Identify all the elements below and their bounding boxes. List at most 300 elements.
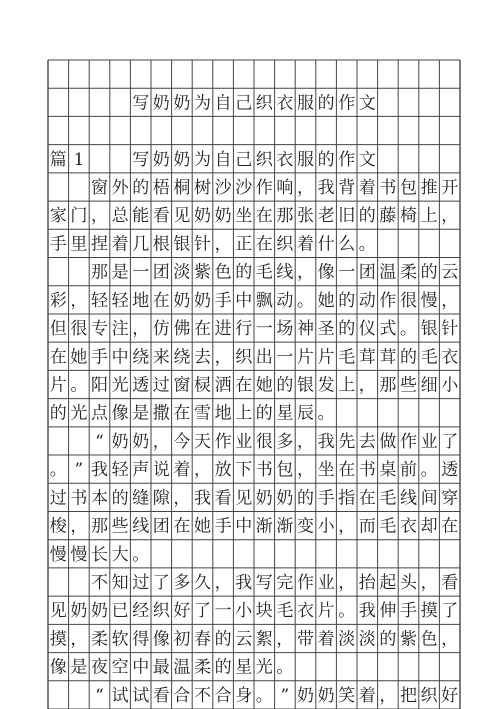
grid-cell-character: 洒	[214, 375, 232, 396]
grid-cell-character: 最	[152, 657, 170, 678]
grid-cell-character: 那	[276, 206, 294, 227]
grid-cell-character: 我	[317, 431, 335, 452]
grid-cell-character: 柔	[194, 657, 211, 678]
grid-cell-character: 一	[132, 262, 150, 283]
grid-cell-character: 包	[400, 177, 417, 198]
grid-cell-character: 抬	[358, 573, 376, 594]
grid-cell-character: 梭	[49, 516, 67, 537]
grid-cell-character: 着	[358, 177, 376, 198]
grid-cell-character: 中	[132, 657, 150, 678]
grid-cell-character: 但	[49, 319, 67, 340]
grid-cell-character: 几	[132, 234, 150, 255]
grid-cell-character: 背	[338, 177, 356, 198]
grid-cell-character: 旧	[338, 206, 356, 227]
grid-cell-character: 着	[317, 629, 335, 650]
grid-cell-character: 淡	[338, 629, 356, 650]
grid-cell-character: 像	[152, 629, 170, 650]
grid-cell-character: 光	[255, 657, 273, 678]
grid-cell-character: 的	[400, 347, 417, 368]
grid-cell-character: 缝	[132, 488, 150, 509]
grid-cell-character: 奶	[173, 93, 191, 114]
grid-cell-character: 么	[338, 234, 356, 255]
grid-cell-character: 己	[235, 93, 253, 114]
grid-cell-character: 针	[441, 319, 459, 340]
grid-cell-character: 温	[379, 262, 397, 283]
grid-cell-character: ，	[194, 460, 211, 481]
grid-cell-character: ”	[280, 685, 290, 706]
grid-cell-character: 她	[317, 290, 335, 311]
grid-cell-character: 试	[111, 685, 129, 706]
grid-cell-character: 为	[194, 93, 211, 114]
grid-cell-character: 不	[194, 685, 211, 706]
grid-cell-character: 久	[194, 573, 211, 594]
grid-cell-character: 织	[255, 149, 273, 170]
grid-cell-character: 色	[214, 262, 232, 283]
grid-cell-character: 声	[132, 460, 150, 481]
grid-cell-character: 光	[70, 403, 88, 424]
grid-cell-character: ，	[152, 431, 170, 452]
grid-cell-character: 像	[49, 657, 67, 678]
grid-cell-character: 毛	[420, 347, 438, 368]
grid-cell-character: 的	[214, 629, 232, 650]
grid-cell-character: 作	[297, 573, 314, 594]
grid-cell-character: 在	[173, 516, 191, 537]
grid-cell-character: 云	[441, 262, 459, 283]
grid-cell-character: 柔	[400, 262, 417, 283]
grid-cell-character: 辰	[297, 403, 314, 424]
grid-cell-character: 。	[400, 319, 417, 340]
grid-cell-character: 隙	[152, 488, 170, 509]
grid-cell-character: 块	[255, 601, 273, 622]
grid-cell-character: 得	[132, 629, 150, 650]
grid-cell-character: 作	[338, 93, 356, 114]
grid-cell-character: 我	[317, 177, 335, 198]
grid-cell-character: 奶	[152, 93, 170, 114]
grid-cell-character: 手	[214, 290, 232, 311]
grid-cell-character: 。	[420, 460, 438, 481]
grid-cell-character: 绕	[132, 347, 150, 368]
grid-cell-character: 坐	[317, 460, 335, 481]
grid-cell-character: 圣	[317, 319, 335, 340]
grid-cell-character: 写	[132, 149, 150, 170]
grid-cell-character: 奶	[297, 685, 314, 706]
grid-cell-character: 透	[441, 460, 459, 481]
grid-cell-character: “	[95, 431, 104, 452]
grid-cell-character: 手	[214, 516, 232, 537]
grid-cell-character: 银	[420, 319, 438, 340]
grid-cell-character: 衣	[441, 347, 459, 368]
grid-row	[50, 545, 149, 565]
grid-cell-character: 温	[173, 657, 191, 678]
grid-cell-character: 窗	[173, 375, 191, 396]
grid-cell-character: 线	[400, 488, 417, 509]
grid-cell-character: 小	[317, 516, 335, 537]
grid-cell-character: 小	[441, 375, 459, 396]
grid-cell-character: ，	[91, 206, 108, 227]
grid-cell-character: 看	[152, 685, 170, 706]
grid-cell-character: 上	[420, 206, 438, 227]
grid-cell-character: 知	[111, 573, 129, 594]
grid-cell-character: 自	[214, 149, 232, 170]
grid-cell-character: 渐	[255, 516, 273, 537]
grid-cell-character: 作	[400, 431, 417, 452]
grid-cell-character: 在	[255, 206, 273, 227]
grid-cell-character: 空	[111, 657, 129, 678]
grid-cell-character: 毛	[379, 488, 397, 509]
grid-cell-character: 柔	[91, 629, 108, 650]
grid-cell-character: 为	[194, 149, 211, 170]
grid-cell-character: 自	[214, 93, 232, 114]
grid-cell-character: 。	[297, 290, 314, 311]
grid-cell-character: 上	[235, 403, 253, 424]
grid-cell-character: 的	[255, 403, 273, 424]
grid-cell-character: 很	[70, 319, 88, 340]
grid-cell-character: 那	[91, 262, 108, 283]
grid-cell-character: 文	[358, 149, 376, 170]
grid-cell-character: 的	[111, 488, 129, 509]
grid-cell-character: 桐	[173, 177, 191, 198]
grid-cell-character: 沙	[214, 177, 232, 198]
grid-cell-character: 来	[152, 347, 170, 368]
grid-cell-character: 大	[111, 544, 129, 565]
grid-cell-character: 线	[132, 516, 150, 537]
grid-cell-character: 作	[214, 431, 232, 452]
grid-cell-character: 地	[214, 403, 232, 424]
grid-cell-character: ，	[297, 460, 314, 481]
grid-cell-character: 指	[338, 488, 356, 509]
grid-cell-character: 窗	[91, 177, 108, 198]
grid-cell-character: 手	[91, 347, 108, 368]
grid-cell-character: 她	[255, 375, 273, 396]
grid-cell-character: ，	[297, 177, 314, 198]
grid-cell-character: 奶	[91, 601, 108, 622]
grid-cell-character: 的	[214, 657, 232, 678]
grid-cell-character: 发	[317, 375, 335, 396]
grid-cell-character: 己	[235, 149, 253, 170]
grid-cell-character: 在	[235, 375, 253, 396]
grid-cell-character: 。	[49, 460, 67, 481]
grid-cell-character: 。	[358, 234, 376, 255]
grid-cell-character: 紫	[400, 629, 417, 650]
grid-cell-character: 衣	[297, 601, 314, 622]
grid-cell-character: 专	[91, 319, 108, 340]
grid-cell-character: 说	[152, 460, 170, 481]
grid-cell-character: 服	[297, 93, 314, 114]
grid-cell-character: 笑	[338, 685, 356, 706]
grid-cell-character: 什	[317, 234, 335, 255]
grid-cell-character: 服	[297, 149, 314, 170]
grid-cell-character: 经	[132, 601, 150, 622]
grid-cell-character: 奶	[173, 149, 191, 170]
grid-cell-character: 了	[441, 601, 459, 622]
grid-cell-character: 透	[132, 375, 150, 396]
grid-cell-character: 中	[235, 516, 253, 537]
grid-cell-character: 梧	[152, 177, 170, 198]
grid-cell-character: 门	[70, 206, 88, 227]
grid-cell-character: 线	[276, 262, 294, 283]
grid-cell-character: “	[95, 685, 104, 706]
grid-cell-character: ，	[338, 516, 356, 537]
grid-cell-character: 沙	[235, 177, 253, 198]
grid-cell-character: 奶	[173, 290, 191, 311]
grid-cell-character: 已	[111, 601, 129, 622]
grid-cell-character: 的	[379, 629, 397, 650]
grid-cell-character: 的	[297, 488, 314, 509]
grid-cell-character: 文	[358, 93, 376, 114]
grid-cell-character: 的	[235, 262, 253, 283]
grid-row	[95, 432, 458, 452]
grid-cell-character: 外	[111, 177, 129, 198]
grid-cell-character: 撒	[152, 403, 170, 424]
grid-cell-character: 的	[317, 93, 335, 114]
grid-cell-character: ”	[74, 460, 84, 481]
grid-cell-character: 一	[255, 319, 273, 340]
grid-cell-character: 奶	[132, 431, 150, 452]
grid-cell-character: 很	[400, 290, 417, 311]
grid-cell-character: 。	[317, 403, 335, 424]
grid-cell-character: 仪	[358, 319, 376, 340]
grid-cell-character: 夜	[91, 657, 108, 678]
grid-cell-character: 作	[379, 290, 397, 311]
grid-cell-character: 不	[91, 573, 108, 594]
grid-cell-character: 包	[276, 460, 294, 481]
grid-cell-character: 点	[91, 403, 108, 424]
grid-cell-character: 多	[173, 573, 191, 594]
grid-cell-character: 的	[338, 290, 356, 311]
grid-cell-character: 像	[111, 403, 129, 424]
grid-cell-character: 合	[173, 685, 191, 706]
grid-cell-character: 片	[317, 347, 335, 368]
grid-cell-character: 1	[73, 149, 85, 170]
grid-cell-character: 出	[255, 347, 273, 368]
grid-cell-character: 手	[317, 488, 335, 509]
grid-cell-character: 彩	[49, 290, 67, 311]
grid-cell-character: 却	[420, 516, 438, 537]
grid-cell-character: 棂	[194, 375, 211, 396]
grid-cell-character: 奶	[194, 206, 211, 227]
grid-cell-character: ，	[132, 319, 150, 340]
grid-cell-character: 佛	[173, 319, 191, 340]
grid-cell-character: 飘	[255, 290, 273, 311]
grid-cell-character: 光	[111, 375, 129, 396]
grid-cell-character: 书	[379, 177, 397, 198]
grid-cell-character: 试	[132, 685, 150, 706]
grid-cell-character: 毛	[379, 516, 397, 537]
grid-cell-character: 我	[91, 460, 108, 481]
grid-cell-character: 业	[317, 573, 335, 594]
grid-cell-character: 织	[255, 93, 273, 114]
grid-cell-character: 团	[358, 262, 376, 283]
grid-cell-character: 推	[420, 177, 438, 198]
grid-cell-character: 的	[132, 177, 150, 198]
grid-cell-character: 在	[255, 234, 273, 255]
grid-cell-character: 初	[173, 629, 191, 650]
grid-cell-character: 淡	[358, 629, 376, 650]
grid-cell-character: 看	[214, 488, 232, 509]
grid-cell-character: 上	[338, 375, 356, 396]
grid-cell-character: 毛	[276, 601, 294, 622]
grid-cell-character: 奶	[317, 685, 335, 706]
grid-cell-character: 絮	[255, 629, 273, 650]
grid-cell-character: 神	[297, 319, 314, 340]
grid-cell-character: 了	[194, 601, 211, 622]
grid-cell-character: 在	[49, 347, 67, 368]
grid-cell-character: 见	[173, 206, 191, 227]
grid-cell-character: 阳	[91, 375, 108, 396]
grid-cell-character: ，	[441, 629, 459, 650]
grid-cell-character: 在	[194, 319, 211, 340]
grid-cell-character: 星	[235, 657, 253, 678]
grid-cell-character: 去	[358, 431, 376, 452]
grid-cell-character: 银	[173, 234, 191, 255]
grid-cell-character: 在	[441, 516, 459, 537]
grid-cell-character: 衣	[276, 93, 294, 114]
grid-cell-character: 。	[276, 657, 294, 678]
grid-cell-character: 着	[173, 460, 191, 481]
grid-cell-character: 衣	[276, 149, 294, 170]
grid-cell-character: 前	[400, 460, 417, 481]
grid-cell-character: 摸	[420, 601, 438, 622]
grid-cell-character: 中	[235, 290, 253, 311]
grid-cell-character: 了	[441, 431, 459, 452]
grid-cell-character: 伸	[379, 601, 397, 622]
grid-cell-character: 片	[49, 375, 67, 396]
grid-cell-character: 是	[132, 403, 150, 424]
grid-cell-character: 穿	[441, 488, 459, 509]
grid-cell-character: 是	[70, 657, 88, 678]
grid-cell-character: 茸	[358, 347, 376, 368]
grid-cell-character: ，	[173, 488, 191, 509]
grid-cell-character: 藤	[379, 206, 397, 227]
grid-cell-character: 细	[420, 375, 438, 396]
grid-cell-character: 坐	[235, 206, 253, 227]
grid-cell-character: 下	[235, 460, 253, 481]
grid-cell-character: 家	[49, 206, 67, 227]
grid-cell-character: ，	[338, 573, 356, 594]
grid-cell-character: 她	[70, 347, 88, 368]
grid-cell-character: 慢	[70, 544, 88, 565]
grid-cell-character: 本	[91, 488, 108, 509]
grid-cell-character: ，	[214, 573, 232, 594]
grid-cell-character: 把	[400, 685, 417, 706]
grid-cell-character: 业	[420, 431, 438, 452]
grid-cell-character: 地	[132, 290, 150, 311]
grid-cell-character: 合	[214, 685, 232, 706]
grid-cell-character: 奶	[276, 488, 294, 509]
grid-cell-character: 过	[132, 573, 150, 594]
grid-cell-character: 轻	[91, 290, 108, 311]
grid-cell-character: 放	[214, 460, 232, 481]
grid-cell-character: 团	[152, 516, 170, 537]
grid-cell-character: 见	[49, 601, 67, 622]
grid-cell-character: 紫	[194, 262, 211, 283]
grid-cell-character: 的	[338, 319, 356, 340]
grid-row	[95, 686, 458, 706]
grid-cell-character: 在	[152, 290, 170, 311]
grid-cell-character: 先	[338, 431, 356, 452]
grid-cell-character: 作	[255, 177, 273, 198]
grid-cell-character: ，	[420, 573, 438, 594]
grid-cell-character: 织	[235, 347, 253, 368]
grid-cell-character: 了	[152, 573, 170, 594]
grid-cell-character: 见	[235, 488, 253, 509]
grid-cell-character: 轻	[111, 290, 129, 311]
grid-cell-character: ，	[441, 206, 459, 227]
grid-cell-character: 变	[297, 516, 314, 537]
grid-cell-character: 老	[317, 206, 335, 227]
grid-cell-character: 手	[49, 234, 67, 255]
grid-cell-character: 毛	[338, 347, 356, 368]
grid-cell-character: 团	[152, 262, 170, 283]
grid-cell-character: 天	[194, 431, 211, 452]
grid-cell-character: 一	[214, 601, 232, 622]
grid-cell-character: 织	[276, 234, 294, 255]
grid-cell-character: 软	[111, 629, 129, 650]
grid-cell-character: 慢	[420, 290, 438, 311]
grid-cell-character: 春	[194, 629, 211, 650]
grid-cell-character: 衣	[400, 516, 417, 537]
grid-cell-character: 奶	[194, 290, 211, 311]
grid-cell-character: 在	[338, 460, 356, 481]
grid-cell-character: 好	[173, 601, 191, 622]
grid-cell-character: 片	[297, 347, 314, 368]
grid-cell-character: 着	[358, 685, 376, 706]
grid-cell-character: 慢	[49, 544, 67, 565]
grid-cell-character: ，	[70, 516, 88, 537]
grid-cell-character: 看	[152, 206, 170, 227]
grid-cell-character: 。	[338, 601, 356, 622]
grid-cell-character: 看	[441, 573, 459, 594]
grid-cell-character: 行	[235, 319, 253, 340]
grid-cell-character: 奶	[152, 149, 170, 170]
grid-cell-character: 完	[276, 573, 294, 594]
grid-cell-character: 动	[276, 290, 294, 311]
grid-cell-character: 针	[194, 234, 211, 255]
grid-cell-character: 着	[297, 234, 314, 255]
grid-cell-character: 我	[235, 573, 253, 594]
grid-cell-character: ，	[297, 262, 314, 283]
grid-cell-character: 渐	[276, 516, 294, 537]
grid-cell-character: 银	[297, 375, 314, 396]
grid-cell-character: 式	[379, 319, 397, 340]
grid-cell-character: 进	[214, 319, 232, 340]
grid-cell-character: 带	[297, 629, 314, 650]
grid-cell-character: 奶	[255, 488, 273, 509]
grid-cell-character: 的	[317, 149, 335, 170]
grid-cell-character: 总	[111, 206, 129, 227]
grid-cell-character: 的	[276, 375, 294, 396]
grid-cell-character: 摸	[49, 629, 67, 650]
grid-cell-character: 织	[152, 601, 170, 622]
grid-cell-character: 注	[111, 319, 129, 340]
grid-cell-character: 书	[70, 488, 88, 509]
grid-cell-character: ，	[214, 347, 232, 368]
grid-cell-character: 毛	[255, 262, 273, 283]
grid-cell-character: ，	[379, 685, 397, 706]
grid-cell-character: ，	[297, 431, 314, 452]
grid-cell-character: 我	[194, 488, 211, 509]
grid-cell-character: 过	[49, 488, 67, 509]
grid-cell-character: 奶	[214, 206, 232, 227]
grid-cell-character: 手	[400, 601, 417, 622]
grid-cell-character: 的	[420, 262, 438, 283]
grid-cell-character: 头	[400, 573, 417, 594]
grid-cell-character: 去	[194, 347, 211, 368]
grid-cell-character: ，	[214, 234, 232, 255]
grid-cell-character: 写	[132, 93, 150, 114]
grid-cell-character: 我	[358, 601, 376, 622]
grid-cell-character: 淡	[173, 262, 191, 283]
